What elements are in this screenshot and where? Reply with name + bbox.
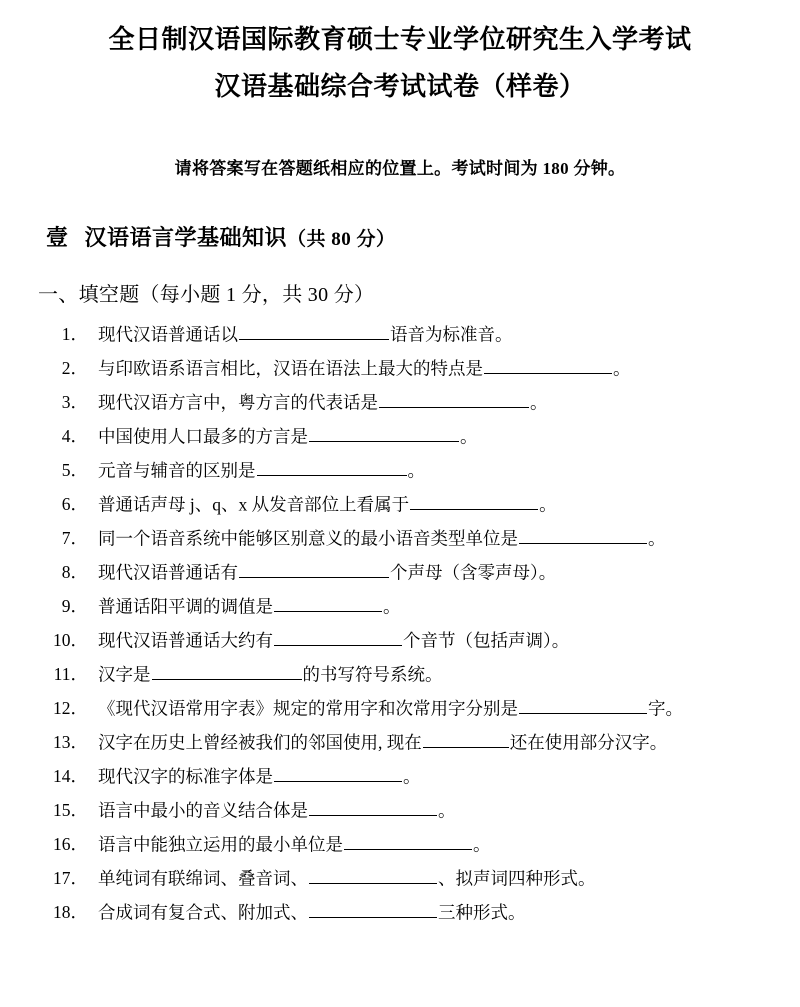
answer-blank[interactable] bbox=[239, 321, 389, 340]
question-number: 5． bbox=[61, 460, 88, 480]
question-text-after-blank: 。 bbox=[438, 800, 456, 821]
answer-blank[interactable] bbox=[344, 831, 472, 850]
question-item bbox=[34, 729, 766, 757]
question-number: 2． bbox=[61, 358, 88, 378]
question-text-before-blank: 语言中最小的音义结合体是 bbox=[98, 800, 308, 821]
answer-blank[interactable] bbox=[519, 525, 647, 544]
page-title-line-1: 全日制汉语国际教育硕士专业学位研究生入学考试 bbox=[108, 25, 692, 54]
question-text-before-blank: 现代汉语方言中，粤方言的代表话是 bbox=[98, 392, 378, 413]
question-item bbox=[34, 831, 766, 859]
question-text-after-blank: 个音节（包括声调）。 bbox=[403, 630, 570, 651]
question-text-before-blank: 汉字是 bbox=[98, 664, 151, 685]
question-item bbox=[34, 661, 766, 689]
question-text-before-blank: 与印欧语系语言相比，汉语在语法上最大的特点是 bbox=[98, 358, 483, 379]
answer-blank[interactable] bbox=[309, 899, 437, 918]
answer-blank[interactable] bbox=[152, 661, 302, 680]
section-number: 壹 bbox=[46, 225, 69, 250]
section-heading bbox=[46, 221, 766, 252]
question-text-before-blank: 现代汉语普通话以 bbox=[98, 324, 238, 345]
question-number: 18． bbox=[53, 902, 88, 922]
question-text-before-blank: 现代汉语普通话大约有 bbox=[98, 630, 273, 651]
page-title-line-2: 汉语基础综合考试试卷（样卷） bbox=[214, 72, 586, 101]
question-item bbox=[34, 457, 766, 485]
question-text-after-blank: 还在使用部分汉字。 bbox=[509, 732, 668, 753]
question-text-after-blank: 字。 bbox=[648, 698, 683, 719]
question-number: 7． bbox=[61, 528, 88, 548]
question-number: 4． bbox=[61, 426, 88, 446]
question-number: 8． bbox=[61, 562, 88, 582]
question-text-before-blank: 语言中能独立运用的最小单位是 bbox=[98, 834, 343, 855]
answer-blank[interactable] bbox=[274, 763, 402, 782]
question-text-after-blank: 。 bbox=[407, 460, 425, 481]
question-item bbox=[34, 763, 766, 791]
question-text-before-blank: 汉字在历史上曾经被我们的邻国使用, 现在 bbox=[98, 732, 422, 753]
answer-blank[interactable] bbox=[379, 389, 529, 408]
question-text-after-blank: 、拟声词四种形式。 bbox=[438, 868, 596, 889]
question-text-after-blank: 。 bbox=[403, 766, 421, 787]
question-item bbox=[34, 423, 766, 451]
question-item bbox=[34, 525, 766, 553]
answer-blank[interactable] bbox=[274, 593, 382, 612]
question-item bbox=[34, 797, 766, 825]
question-number: 13． bbox=[53, 732, 88, 752]
question-item bbox=[34, 355, 766, 383]
question-text-before-blank: 单纯词有联绵词、叠音词、 bbox=[98, 868, 308, 889]
section-points: （共 80 分） bbox=[287, 229, 396, 250]
answer-blank[interactable] bbox=[519, 695, 647, 714]
question-item bbox=[34, 627, 766, 655]
question-item bbox=[34, 559, 766, 587]
question-number: 1． bbox=[61, 324, 88, 344]
question-number: 11． bbox=[53, 664, 88, 684]
answer-blank[interactable] bbox=[410, 491, 538, 510]
question-number: 9． bbox=[61, 596, 88, 616]
question-text-after-blank: 。 bbox=[383, 596, 401, 617]
question-item bbox=[34, 899, 766, 927]
question-number: 17． bbox=[53, 868, 88, 888]
question-text-before-blank: 普通话声母 j、q、x 从发音部位上看属于 bbox=[98, 494, 410, 515]
question-item bbox=[34, 865, 766, 893]
question-text-after-blank: 。 bbox=[648, 528, 666, 549]
question-text-before-blank: 现代汉字的标准字体是 bbox=[98, 766, 273, 787]
section-name: 汉语语言学基础知识 bbox=[84, 225, 288, 250]
question-item bbox=[34, 593, 766, 621]
question-number: 14． bbox=[53, 766, 88, 786]
question-item bbox=[34, 389, 766, 417]
question-text-before-blank: 元音与辅音的区别是 bbox=[98, 460, 256, 481]
question-text-before-blank: 《现代汉语常用字表》规定的常用字和次常用字分别是 bbox=[98, 698, 518, 719]
answer-blank[interactable] bbox=[309, 423, 459, 442]
answer-blank[interactable] bbox=[309, 865, 437, 884]
question-number: 16． bbox=[53, 834, 88, 854]
answer-blank[interactable] bbox=[239, 559, 389, 578]
question-number: 3． bbox=[61, 392, 88, 412]
question-text-after-blank: 三种形式。 bbox=[438, 902, 526, 923]
question-item bbox=[34, 321, 766, 349]
question-number: 15． bbox=[53, 800, 88, 820]
answer-blank[interactable] bbox=[484, 355, 612, 374]
question-text-after-blank: 。 bbox=[530, 392, 548, 413]
question-text-after-blank: 。 bbox=[473, 834, 491, 855]
question-text-before-blank: 合成词有复合式、附加式、 bbox=[98, 902, 308, 923]
question-text-after-blank: 语音为标准音。 bbox=[390, 324, 513, 345]
answer-blank[interactable] bbox=[423, 729, 509, 748]
question-list bbox=[34, 321, 766, 927]
question-text-after-blank: 。 bbox=[460, 426, 478, 447]
question-text-before-blank: 现代汉语普通话有 bbox=[98, 562, 238, 583]
question-text-after-blank: 的书写符号系统。 bbox=[302, 664, 443, 685]
question-number: 6． bbox=[61, 494, 88, 514]
question-text-after-blank: 。 bbox=[539, 494, 557, 515]
question-text-before-blank: 普通话阳平调的调值是 bbox=[98, 596, 273, 617]
answer-blank[interactable] bbox=[274, 627, 402, 646]
answer-blank[interactable] bbox=[257, 457, 407, 476]
exam-instruction: 请将答案写在答题纸相应的位置上。考试时间为 180 分钟。 bbox=[174, 159, 626, 178]
question-number: 10． bbox=[53, 630, 88, 650]
question-item bbox=[34, 695, 766, 723]
question-text-before-blank: 中国使用人口最多的方言是 bbox=[98, 426, 308, 447]
question-text-before-blank: 同一个语音系统中能够区别意义的最小语音类型单位是 bbox=[98, 528, 518, 549]
subsection-heading: 一、填空题（每小题 1 分，共 30 分） bbox=[38, 284, 375, 306]
answer-blank[interactable] bbox=[309, 797, 437, 816]
question-number: 12． bbox=[53, 698, 88, 718]
question-text-after-blank: 。 bbox=[613, 358, 631, 379]
question-item bbox=[34, 491, 766, 519]
question-text-after-blank: 个声母（含零声母）。 bbox=[390, 562, 557, 583]
